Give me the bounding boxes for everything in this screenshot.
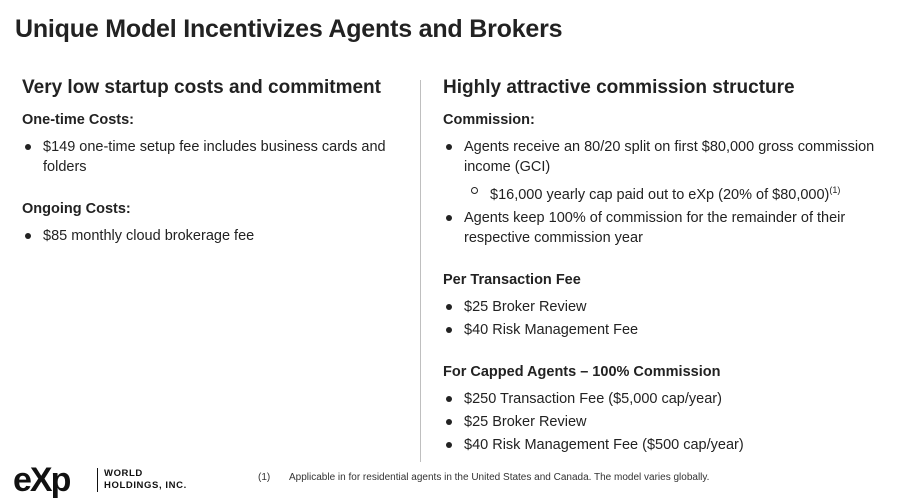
one-time-costs-label: One-time Costs: bbox=[22, 112, 134, 128]
commission-remainder-item: Agents keep 100% of commission for the remainder of their respective commission year bbox=[443, 208, 893, 248]
one-time-costs-list bbox=[22, 137, 400, 177]
commission-cap-text: $16,000 yearly cap paid out to eXp (20% of $80,000) bbox=[490, 186, 830, 203]
exp-logo-mark: eXp bbox=[13, 461, 70, 499]
per-transaction-list bbox=[443, 297, 893, 340]
footnote-number: (1) bbox=[258, 472, 271, 483]
footnote bbox=[258, 472, 709, 483]
logo-line-2: HOLDINGS, INC. bbox=[104, 480, 187, 491]
per-transaction-item: $25 Broker Review bbox=[443, 297, 893, 317]
logo-line-1: WORLD bbox=[104, 468, 143, 479]
commission-list bbox=[443, 137, 893, 248]
ongoing-costs-label: Ongoing Costs: bbox=[22, 201, 131, 217]
ongoing-cost-item: $85 monthly cloud brokerage fee bbox=[22, 226, 400, 246]
left-column-heading: Very low startup costs and commitment bbox=[22, 77, 381, 98]
one-time-cost-item: $149 one-time setup fee includes business cards and folders bbox=[22, 137, 400, 177]
commission-cap-subitem bbox=[443, 180, 893, 205]
capped-agents-item: $40 Risk Management Fee ($500 cap/year) bbox=[443, 435, 893, 455]
right-column bbox=[443, 76, 893, 458]
slide-title: Unique Model Incentivizes Agents and Brokers bbox=[15, 15, 563, 43]
right-column-heading: Highly attractive commission structure bbox=[443, 77, 795, 98]
footnote-text: Applicable in for residential agents in the United States and Canada. The model varies globally. bbox=[289, 472, 710, 483]
logo-wordmark bbox=[104, 468, 187, 492]
per-transaction-label: Per Transaction Fee bbox=[443, 271, 581, 288]
commission-split-item: Agents receive an 80/20 split on first $80,000 gross commission income (GCI) bbox=[443, 137, 893, 177]
capped-agents-label: For Capped Agents – 100% Commission bbox=[443, 363, 721, 380]
left-column bbox=[22, 76, 400, 249]
logo-divider bbox=[97, 468, 98, 492]
capped-agents-item: $250 Transaction Fee ($5,000 cap/year) bbox=[443, 389, 893, 409]
capped-agents-item: $25 Broker Review bbox=[443, 412, 893, 432]
commission-label: Commission: bbox=[443, 112, 535, 128]
ongoing-costs-list bbox=[22, 226, 400, 246]
capped-agents-list bbox=[443, 389, 893, 455]
per-transaction-item: $40 Risk Management Fee bbox=[443, 320, 893, 340]
column-divider bbox=[420, 80, 421, 462]
footnote-ref: (1) bbox=[829, 185, 841, 195]
